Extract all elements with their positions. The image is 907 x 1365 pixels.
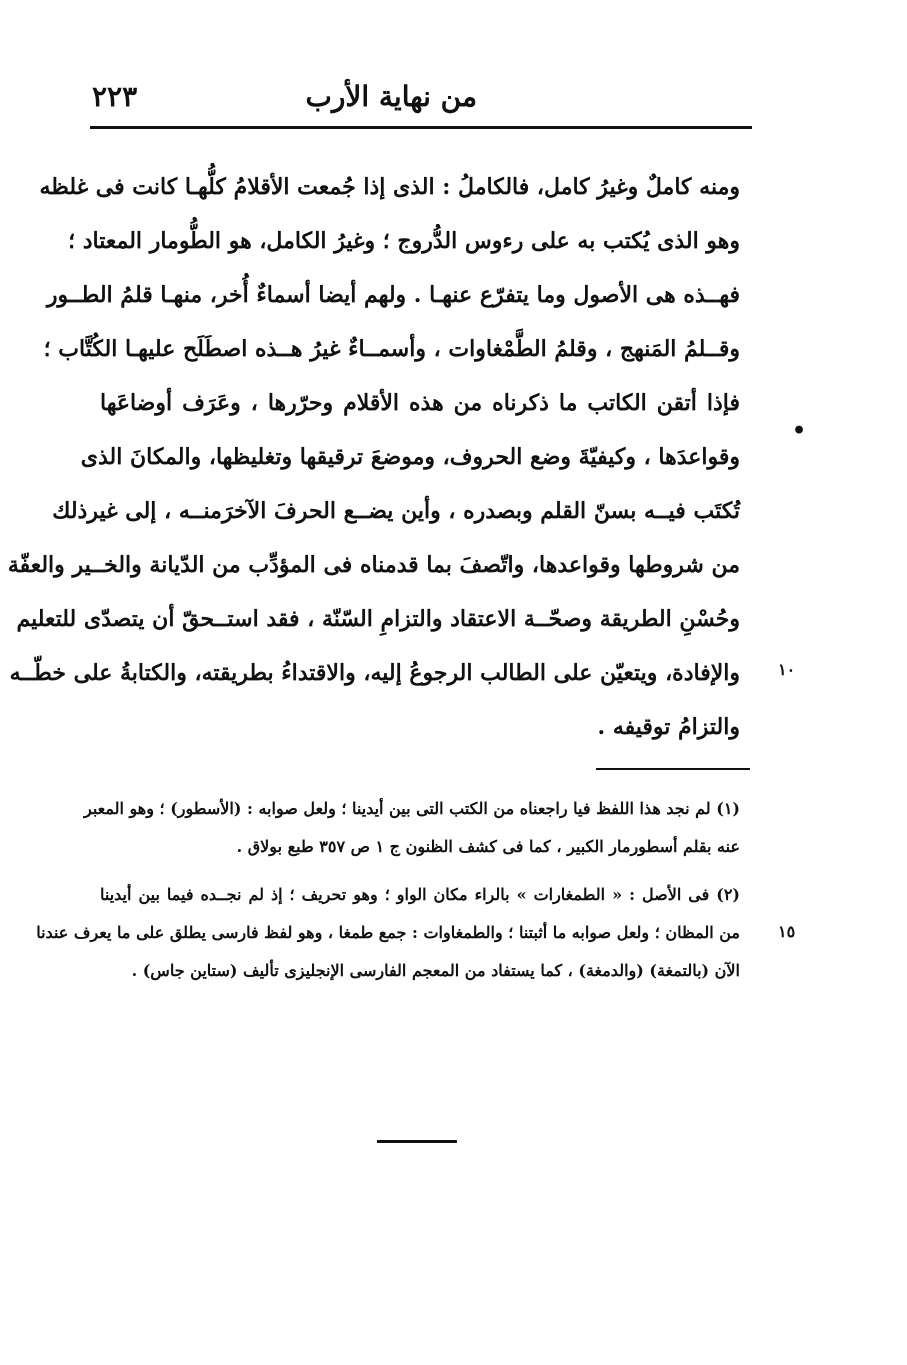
text-line: والإفادة، ويتعيّن على الطالب الرجوعُ إليه، والاقتداءُ بطريقته، والكتابةُ على خطّــه	[9, 660, 740, 686]
text-line: وحُسْنِ الطريقة وصحّــة الاعتقاد والتزامِ السّنّة ، فقد استــحقّ أن يتصدّى للتعليم	[16, 606, 740, 632]
text-line: فهــذه هى الأصول وما يتفرّع عنهـا . ولهم أيضا أسماءٌ أُخر، منهـا قلمُ الطــور	[46, 282, 740, 308]
text-line: وقــلمُ المَنهج ، وقلمُ الطَّمْغاوات ، وأسمــاءٌ غيرُ هــذه اصطَلَح عليهـا الكُتَّاب ؛	[43, 336, 740, 362]
footnote-rule	[596, 768, 750, 770]
footnote-line: (٢) فى الأصل : « الطمغارات » بالراء مكان الواو ؛ وهو تحريف ؛ إذ لم نجــده فيما بين أيدينا	[100, 885, 740, 904]
footnote-line: عنه بقلم أسطورمار الكبير ، كما فى كشف الظنون ج ١ ص ٣٥٧ طبع بولاق .	[236, 837, 740, 856]
footnote-line: من المظان ؛ ولعل صوابه ما أثبتنا ؛ والطمغاوات : جمع طمغا ، وهو لفظ فارسى يطلق على ما يعرف عندنا	[36, 923, 740, 942]
text-line: من شروطها وقواعدها، واتّصفَ بما قدمناه فى المؤدِّب من الدّيانة والخــير والعفّة	[7, 552, 740, 578]
end-rule	[377, 1140, 457, 1143]
text-line: فإذا أتقن الكاتب ما ذكرناه من هذه الأقلام وحرّرها ، وعَرَف أوضاعَها	[100, 390, 740, 416]
text-line: وقواعدَها ، وكيفيّةَ وضع الحروف، وموضعَ ترقيقها وتغليظها، والمكانَ الذى	[80, 444, 740, 470]
page-number: ٢٢٣	[92, 80, 138, 113]
margin-bullet: •	[792, 418, 807, 444]
header-rule	[90, 126, 752, 129]
main-text	[7, 160, 740, 754]
text-line: والتزامُ توقيفه .	[597, 714, 740, 740]
text-line: تُكتَب فيــه بسنّ القلم وبصدره ، وأين يضــع الحرفَ الآخرَمنــه ، إلى غيرذلك	[52, 498, 740, 524]
running-header	[92, 80, 752, 124]
text-line: وهو الذى يُكتب به على رءوس الدُّروج ؛ وغيرُ الكامل، هو الطُّومار المعتاد ؛	[68, 228, 740, 254]
footnotes	[36, 790, 740, 990]
line-number-10: ١٠	[778, 660, 796, 679]
running-title: من نهاية الأرب	[305, 80, 477, 113]
footnote-line: الآن (بالتمغة) (والدمغة) ، كما يستفاد من المعجم الفارسى الإنجليزى تأليف (ستاين جاس) .	[131, 961, 740, 980]
text-line: ومنه كاملٌ وغيرُ كامل، فالكاملُ : الذى إذا جُمعت الأقلامُ كلُّهـا كانت فى غلظه	[39, 174, 740, 200]
line-number-15: ١٥	[778, 922, 796, 941]
footnote-line: (١) لم نجد هذا اللفظ فيا راجعناه من الكتب التى بين أيدينا ؛ ولعل صوابه : (الأسطور) ؛ وهو المعبر	[84, 799, 740, 818]
